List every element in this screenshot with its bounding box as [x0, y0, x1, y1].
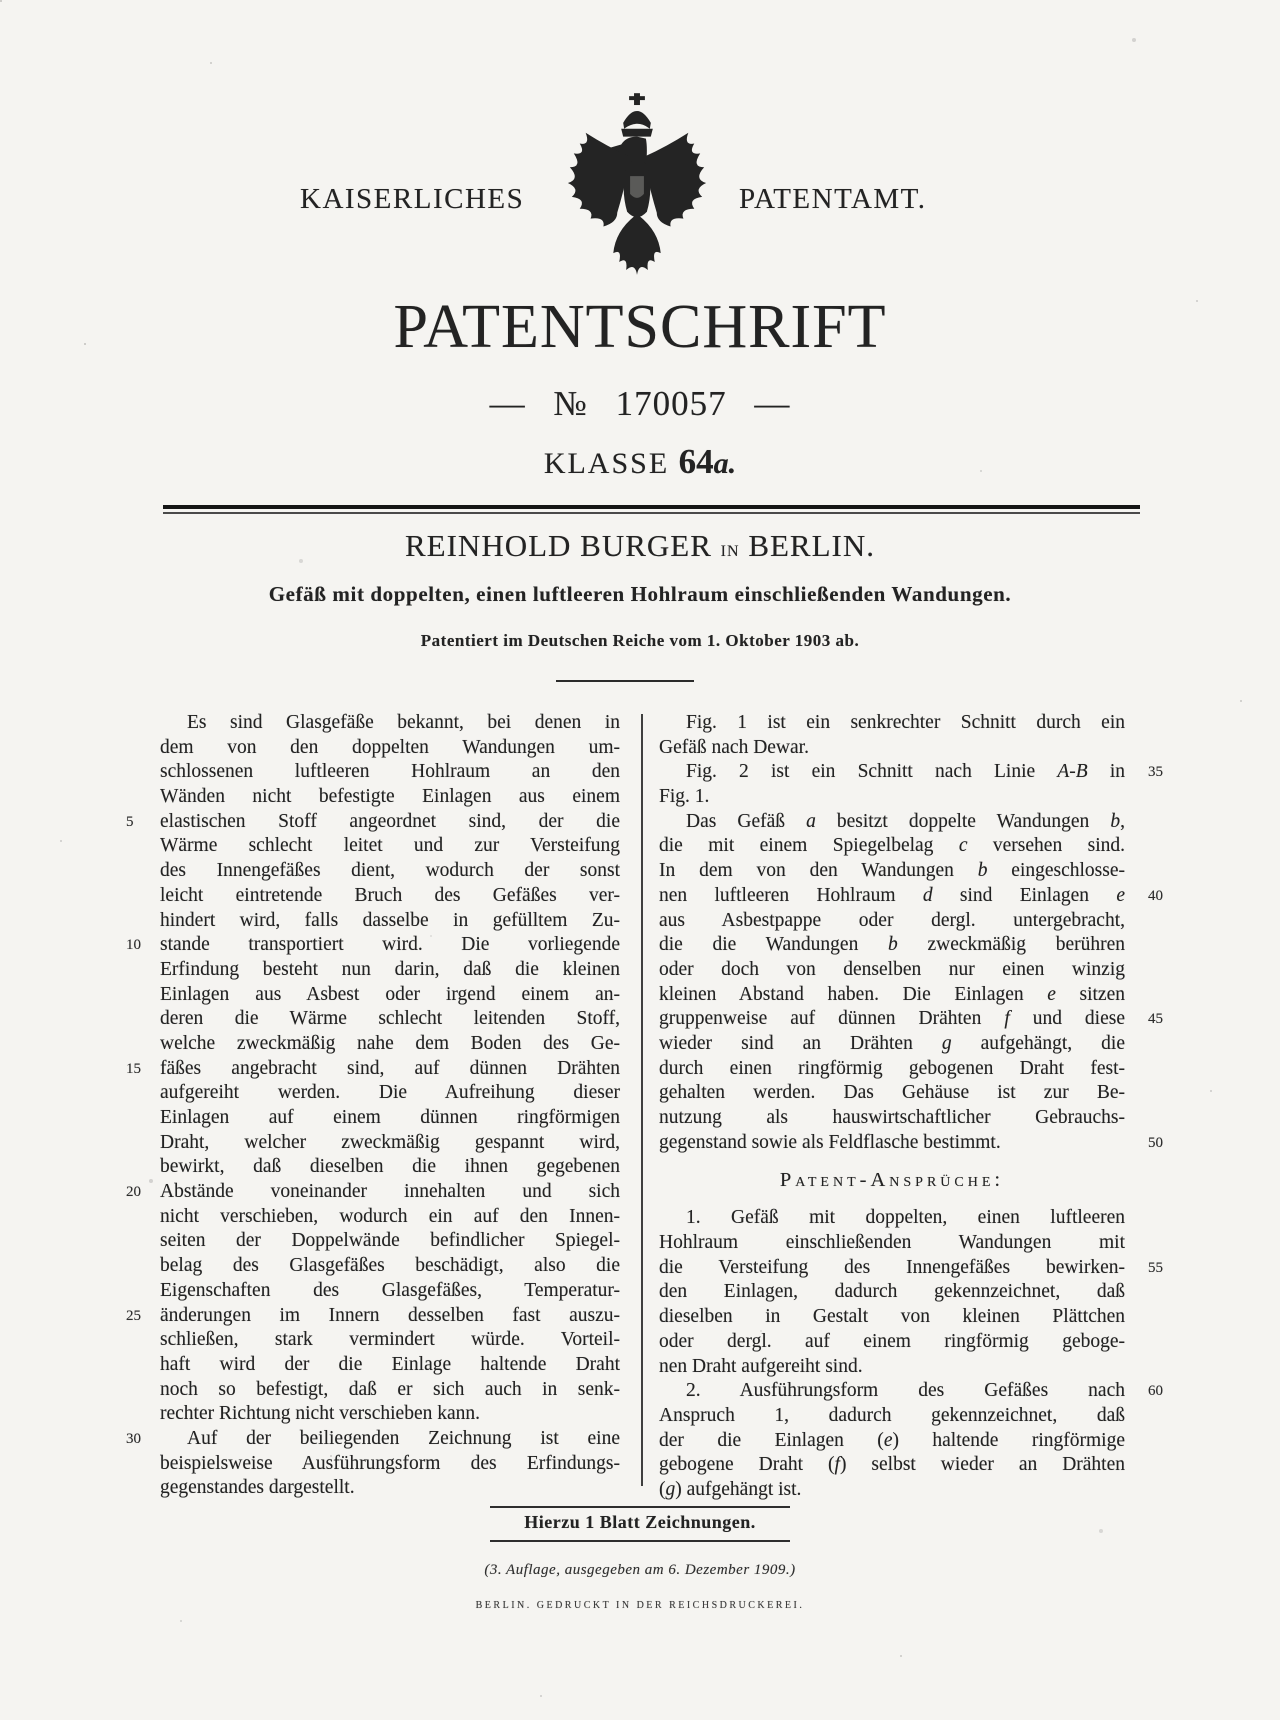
text-line-content: In dem von den Wandungen b eingeschlosse- [659, 860, 1126, 882]
text-line [160, 1476, 620, 1501]
text-line-content: Anspruch 1, dadurch gekennzeichnet, daß [659, 1404, 1125, 1426]
text-line [659, 1032, 1125, 1057]
text-line [659, 1106, 1125, 1131]
text-line [160, 1353, 620, 1378]
margin-line-number: 60 [1148, 1383, 1163, 1400]
text-line [659, 1131, 1163, 1156]
text-line [160, 1106, 620, 1131]
text-line-content: Erfindung besteht nun darin, daß die kleinen [160, 958, 620, 980]
text-line [659, 1355, 1125, 1380]
text-line-content: welche zweckmäßig nahe dem Boden des Ge- [160, 1032, 620, 1054]
drawings-note: Hierzu 1 Blatt Zeichnungen. [524, 1512, 756, 1532]
class-line [0, 444, 1280, 479]
text-line [659, 1379, 1163, 1404]
document-title: PATENTSCHRIFT [393, 293, 887, 361]
text-line-content: den Einlagen, dadurch gekennzeichnet, daß [659, 1281, 1125, 1303]
text-line-content: 1. Gefäß mit doppelten, einen luftleeren [686, 1207, 1125, 1229]
text-line [160, 1328, 620, 1353]
footer-rule-bottom [490, 1540, 790, 1542]
text-line [659, 909, 1125, 934]
text-line-content: fäßes angebracht sind, auf dünnen Drähten [160, 1057, 620, 1079]
section-divider [556, 680, 694, 682]
text-line [659, 736, 1125, 761]
text-line [160, 736, 620, 761]
text-line-content: 2. Ausführungsform des Gefäßes nach [686, 1380, 1125, 1402]
text-line-content: Einlagen aus Asbest oder irgend einem an- [160, 983, 620, 1005]
text-line-content: gegenstand sowie als Feldflasche bestimmt. [659, 1131, 1001, 1153]
text-line-content: Fig. 1 ist ein senkrechter Schnitt durch ein [686, 712, 1125, 733]
text-line-content: Es sind Glasgefäße bekannt, bei denen in [187, 712, 620, 733]
text-line [659, 859, 1125, 884]
margin-line-number: 40 [1148, 887, 1163, 904]
text-line [160, 760, 620, 785]
left-text-column [126, 711, 620, 1501]
inventor-name: REINHOLD BURGER [405, 528, 712, 563]
text-line [160, 958, 620, 983]
text-line-content: schlossenen luftleeren Hohlraum an den [160, 761, 620, 783]
paper-texture [0, 0, 2, 2]
text-line [659, 1057, 1125, 1082]
text-line-content: gehalten werden. Das Gehäuse ist zur Be- [659, 1082, 1125, 1104]
margin-line-number: 30 [126, 1430, 141, 1447]
text-line [659, 983, 1125, 1008]
text-line-content: Einlagen auf einem dünnen ringförmigen [160, 1107, 620, 1128]
claims-heading-text: Patent-Ansprüche: [779, 1169, 1005, 1192]
text-line [659, 1081, 1125, 1106]
text-line-content: gegenstandes dargestellt. [160, 1477, 355, 1499]
text-line-content: stande transportiert wird. Die vorliegende [160, 934, 620, 956]
text-line [659, 1206, 1125, 1231]
text-line [160, 1205, 620, 1230]
text-line-content: wieder sind an Drähten g aufgehängt, die [659, 1032, 1125, 1054]
text-line [160, 1131, 620, 1156]
footer-rule-top [490, 1506, 790, 1508]
text-line [160, 1279, 620, 1304]
text-line-content: nen Draht aufgereiht sind. [659, 1355, 863, 1377]
text-line [160, 785, 620, 810]
text-line-content: Abstände voneinander innehalten und sich [160, 1181, 620, 1203]
crown-cross-bar-icon [629, 96, 645, 100]
text-line [659, 958, 1125, 983]
margin-line-number: 55 [1148, 1259, 1163, 1276]
class-suffix: a. [713, 447, 737, 480]
text-line [160, 1378, 620, 1403]
text-line [659, 711, 1125, 736]
text-line-content: elastischen Stoff angeordnet sind, der die [160, 810, 620, 832]
text-line-content: Draht, welcher zweckmäßig gespannt wird, [160, 1131, 620, 1153]
text-line-content: Auf der beiliegenden Zeichnung ist eine [187, 1427, 620, 1449]
text-line-content: Wänden nicht befestigte Einlagen aus einem [160, 786, 620, 808]
patent-number: — № 170057 — [489, 384, 791, 423]
text-line-content: oder doch von denselben nur einen winzig [659, 958, 1125, 980]
column-divider [641, 714, 643, 1486]
text-line-content: rechter Richtung nicht verschieben kann. [160, 1403, 481, 1425]
text-line-content: durch einen ringförmig gebogenen Draht fest- [659, 1057, 1125, 1079]
margin-line-number: 20 [126, 1184, 141, 1201]
text-line [659, 785, 1125, 810]
text-line-content: Fig. 1. [659, 786, 710, 808]
text-line [126, 1180, 620, 1205]
text-line [126, 1057, 620, 1082]
inventor-connector: in [720, 536, 740, 561]
text-line [160, 1452, 620, 1477]
text-line [659, 1305, 1125, 1330]
text-line-content: belag des Glasgefäßes beschädigt, also die [160, 1255, 620, 1277]
margin-line-number: 10 [126, 937, 141, 954]
text-line [160, 1007, 620, 1032]
text-line-content: aufgereiht werden. Die Aufreihung dieser [160, 1082, 620, 1104]
text-line [126, 1427, 620, 1452]
text-line-content: Das Gefäß a besitzt doppelte Wandungen b, [686, 810, 1125, 832]
text-line [659, 933, 1125, 958]
text-line-content: dieselben in Gestalt von kleinen Plättchen [659, 1306, 1125, 1328]
text-line [126, 1304, 620, 1329]
text-line [659, 1453, 1125, 1478]
text-line-content: der die Einlagen (e) haltende ringförmige [659, 1429, 1126, 1451]
breast-shield-icon [630, 176, 644, 198]
text-line-content: Gefäß nach Dewar. [659, 736, 809, 758]
text-line-content: bewirkt, daß dieselben die ihnen gegebenen [160, 1156, 620, 1178]
text-line-content: noch so befestigt, daß er sich auch in senk- [160, 1378, 620, 1400]
inventor-line [0, 530, 1280, 561]
text-line [659, 810, 1125, 835]
text-line-content: kleinen Abstand haben. Die Einlagen e sitzen [659, 983, 1125, 1005]
text-line-content: nen luftleeren Hohlraum d sind Einlagen e [659, 884, 1125, 906]
text-line [160, 884, 620, 909]
text-line-content: Wärme schlecht leitet und zur Versteifung [160, 835, 620, 857]
margin-line-number: 50 [1148, 1134, 1163, 1151]
text-line [659, 884, 1163, 909]
text-line [659, 1007, 1163, 1032]
text-line [659, 760, 1163, 785]
text-line-content: Fig. 2 ist ein Schnitt nach Linie A-B in [686, 761, 1125, 783]
text-line-content: schließen, stark vermindert würde. Vorteil- [160, 1329, 620, 1351]
header-rule-thick [163, 505, 1140, 509]
text-line [160, 1229, 620, 1254]
edition-note: (3. Auflage, ausgegeben am 6. Dezember 1909.) [484, 1562, 796, 1578]
issuing-office-right: PATENTAMT. [739, 183, 927, 215]
text-line [659, 1404, 1125, 1429]
text-line-content: nutzung als hauswirtschaftlicher Gebrauchs- [659, 1107, 1125, 1128]
margin-line-number: 25 [126, 1307, 141, 1324]
text-line-content: Hohlraum einschließenden Wandungen mit [659, 1232, 1125, 1254]
margin-line-number: 45 [1148, 1011, 1163, 1028]
text-line [659, 834, 1125, 859]
text-line [659, 1478, 1125, 1503]
margin-line-number: 35 [1148, 764, 1163, 781]
text-line-content: gruppenweise auf dünnen Drähten f und diese [659, 1008, 1125, 1030]
class-label: KLASSE [543, 447, 670, 480]
text-line [126, 933, 620, 958]
text-line [160, 983, 620, 1008]
text-line-content: haft wird der die Einlage haltende Draht [160, 1353, 620, 1375]
text-line-content: nicht verschieben, wodurch ein auf den Innen- [160, 1205, 620, 1227]
text-line-content: leicht eintretende Bruch des Gefäßes ver- [160, 884, 620, 906]
printer-note: BERLIN. GEDRUCKT IN DER REICHSDRUCKEREI. [475, 1600, 805, 1611]
text-line [160, 834, 620, 859]
text-line [659, 1429, 1125, 1454]
issuing-office-left: KAISERLICHES [300, 183, 525, 215]
imperial-eagle-emblem [558, 90, 716, 284]
text-line-content: aus Asbestpappe oder dergl. untergebracht, [659, 909, 1125, 931]
text-line [659, 1330, 1125, 1355]
text-line-content: seiten der Doppelwände befindlicher Spiegel- [160, 1230, 620, 1252]
text-line-content: deren die Wärme schlecht leitenden Stoff, [160, 1008, 620, 1030]
text-line-content: (g) aufgehängt ist. [659, 1478, 802, 1500]
text-line [659, 1280, 1125, 1305]
text-line [160, 1155, 620, 1180]
text-line-content: die die Wandungen b zweckmäßig berühren [659, 934, 1125, 956]
text-line [160, 1402, 620, 1427]
text-line-content: hindert wird, falls dasselbe in gefülltem Zu- [160, 909, 620, 931]
invention-title: Gefäß mit doppelten, einen luftleeren Hohlraum einschließenden Wandungen. [268, 582, 1012, 606]
crown-dome-icon [623, 111, 651, 129]
margin-line-number: 5 [126, 813, 134, 830]
text-line [160, 859, 620, 884]
text-line-content: die Versteifung des Innengefäßes bewirken- [659, 1256, 1125, 1278]
right-text-column [659, 711, 1163, 1503]
class-number: 64 [678, 442, 714, 481]
text-line-content: Eigenschaften des Glasgefäßes, Temperatur- [160, 1279, 620, 1301]
text-line [160, 1032, 620, 1057]
inventor-location: BERLIN. [748, 528, 875, 563]
crown-band-icon [621, 129, 653, 137]
text-line-content: die mit einem Spiegelbelag c versehen sind. [659, 835, 1125, 857]
patented-date-line: Patentiert im Deutschen Reiche vom 1. Oktober 1903 ab. [420, 631, 860, 650]
text-line-content: des Innengefäßes dient, wodurch der sonst [160, 860, 620, 882]
text-line [160, 711, 620, 736]
text-line [160, 909, 620, 934]
claims-heading [659, 1155, 1125, 1206]
margin-line-number: 15 [126, 1060, 141, 1077]
text-line-content: oder dergl. auf einem ringförmig geboge- [659, 1330, 1125, 1352]
header-rule-thin [163, 512, 1140, 514]
eagle-tail-icon [613, 216, 660, 275]
text-line-content: dem von den doppelten Wandungen um- [160, 736, 620, 758]
text-line-content: gebogene Draht (f) selbst wieder an Drähten [659, 1454, 1125, 1476]
text-line [659, 1231, 1125, 1256]
eagle-right-wing-icon [645, 133, 706, 227]
text-line [659, 1256, 1163, 1281]
text-line [160, 1081, 620, 1106]
text-line [126, 810, 620, 835]
text-line-content: beispielsweise Ausführungsform des Erfindungs- [160, 1452, 620, 1474]
text-line-content: änderungen im Innern desselben fast auszu- [160, 1304, 620, 1326]
text-line [160, 1254, 620, 1279]
